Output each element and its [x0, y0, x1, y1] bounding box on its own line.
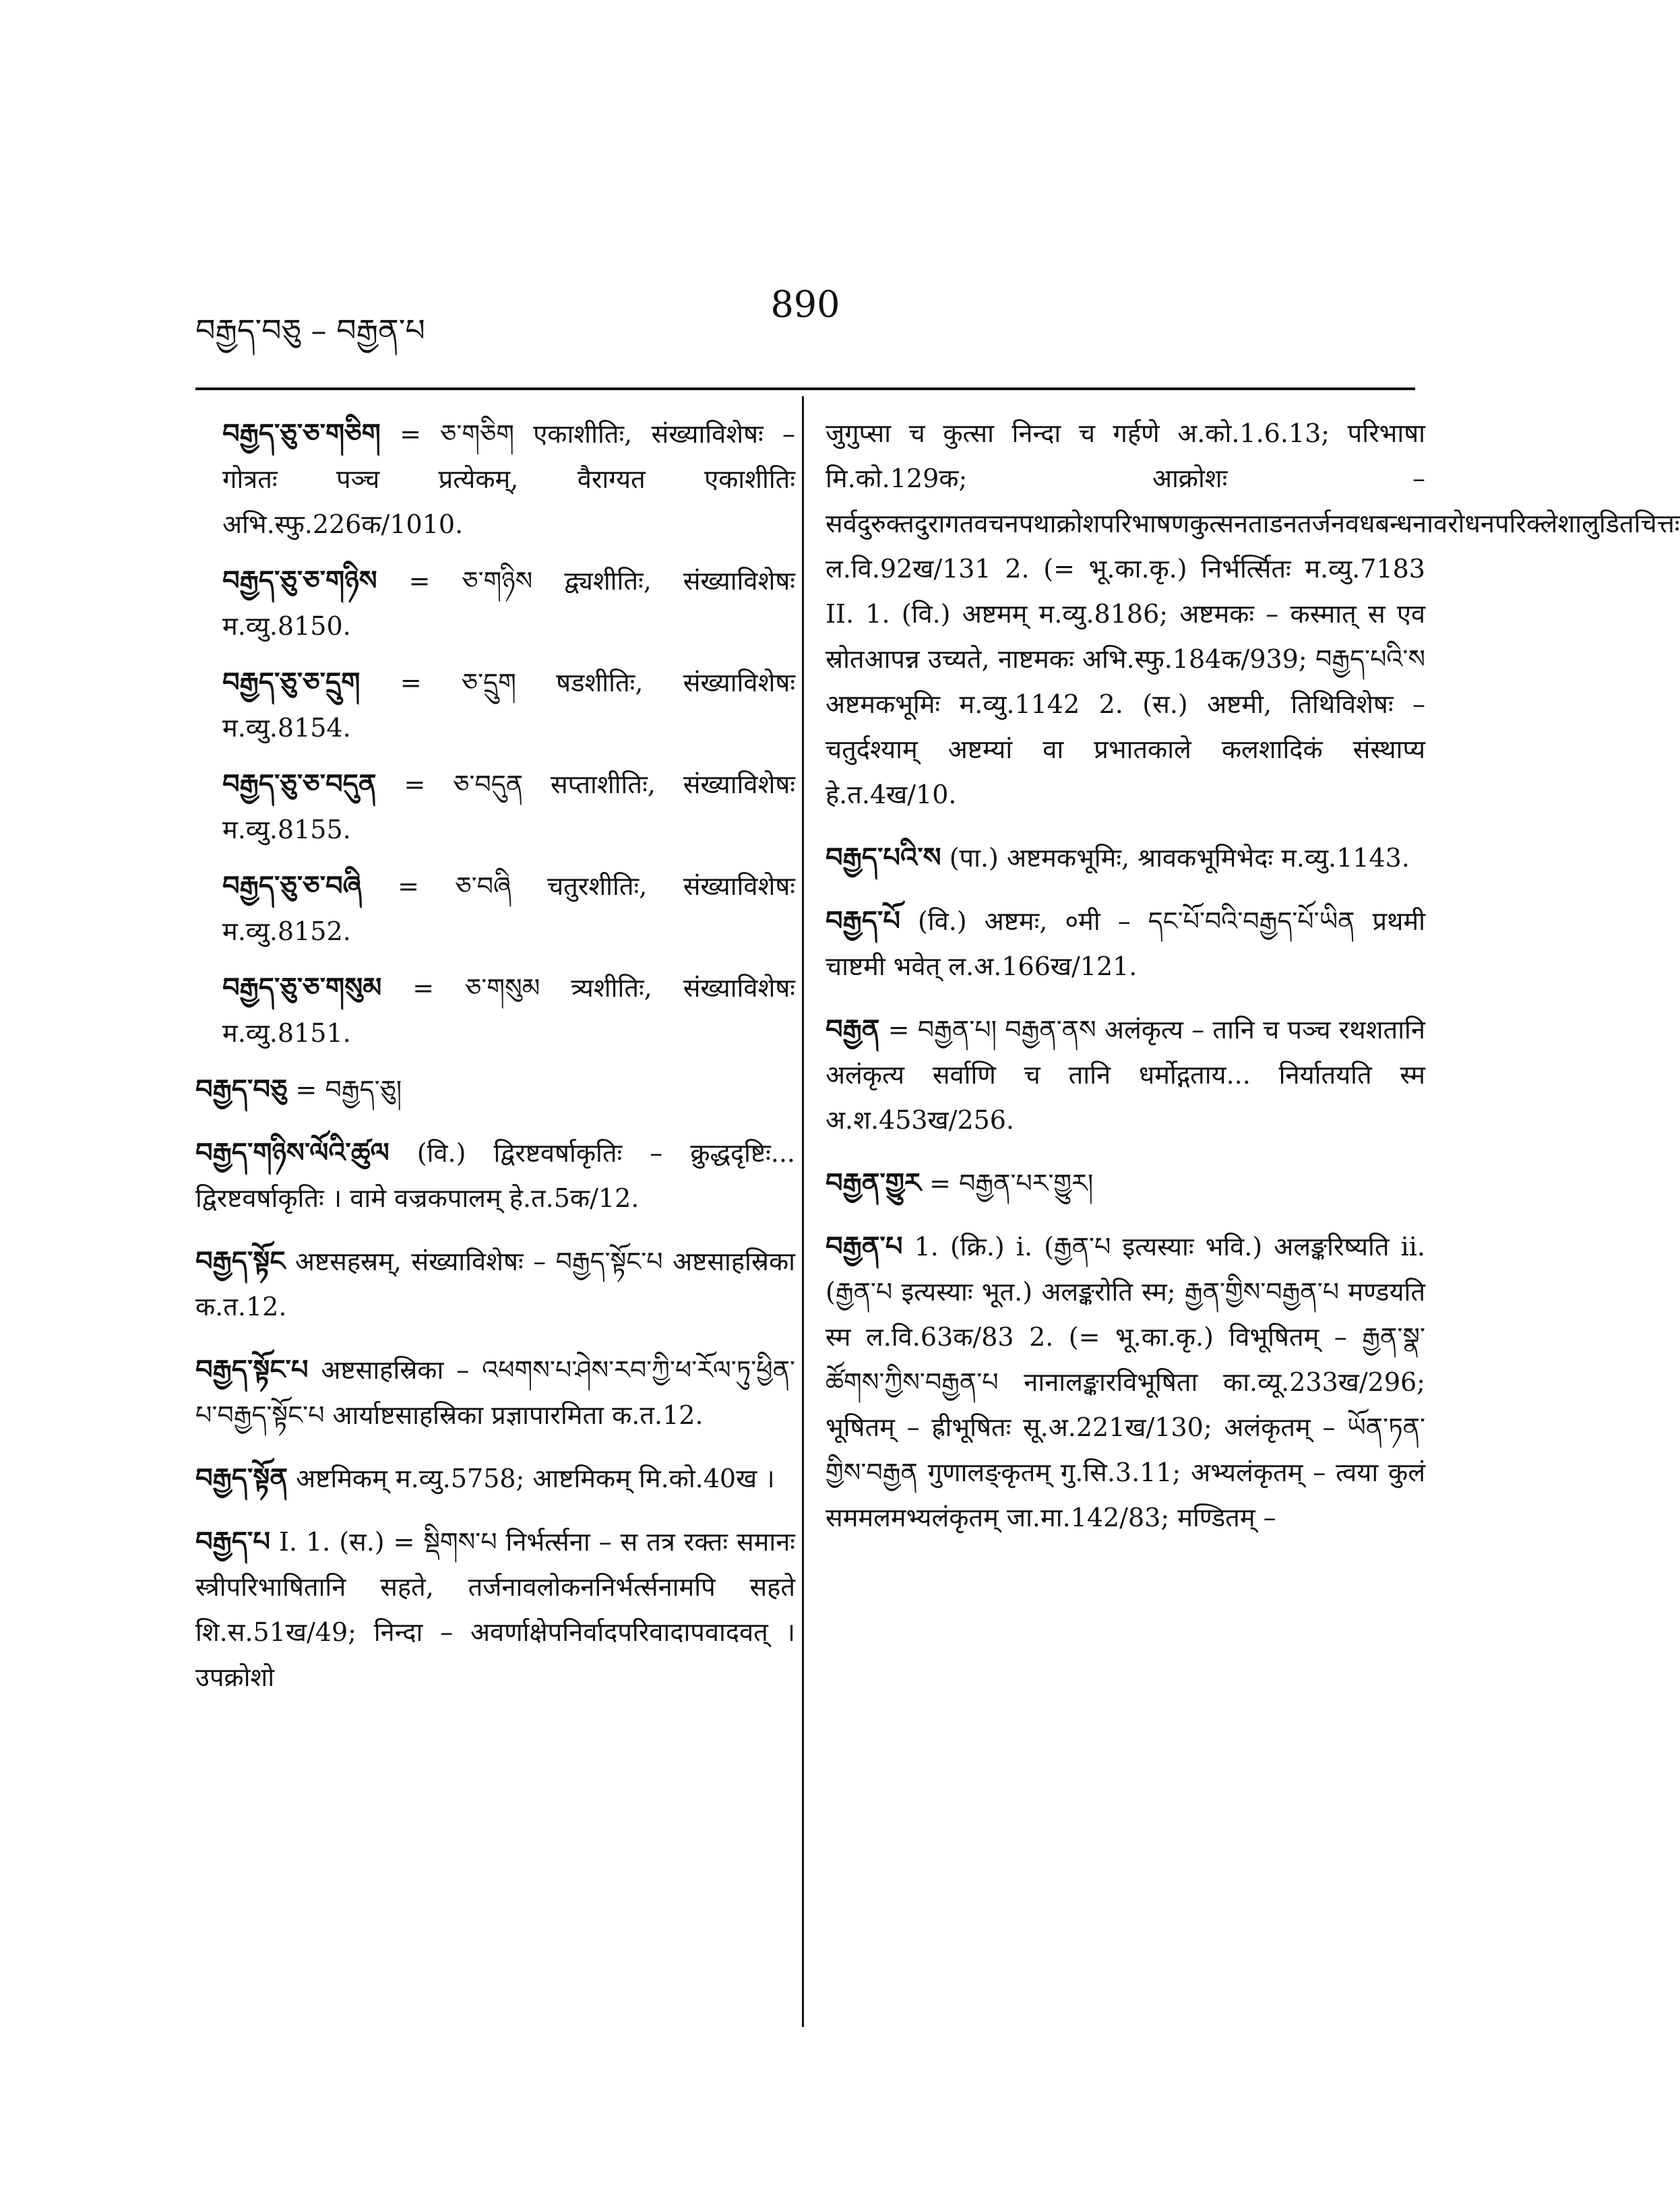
entry-headword: བརྒྱན་གྱུར: [826, 1167, 921, 1199]
entry-text: = བརྒྱན་པར་གྱུར།: [929, 1169, 1094, 1198]
dictionary-entry: [826, 1007, 1425, 1143]
dictionary-entry: [826, 1224, 1425, 1540]
entry-text: अष्टसाहस्रिका – འཕགས་པ་ཤེས་རབ་ཀྱི་ཕ་རོལ་ཏུ་ཕྱིན་པ་བརྒྱད་སྟོང་པ आर्याष्टसाहस्रिका प्रज्ञापारमिता क.त.12.: [195, 1355, 795, 1430]
dictionary-entry: [826, 411, 1680, 817]
entry-headword: བརྒྱད་ཅུ་ཅ་གཉིས: [222, 565, 377, 596]
entry-headword: བརྒྱད་གཉིས་ལོའི་ཚུལ: [195, 1137, 390, 1169]
entry-text: अष्टमिकम् म.व्यु.5758; आष्टमिकम् मि.को.40ख ।: [296, 1464, 775, 1493]
entry-text: = ཅ་དྲུག षडशीतिः, संख्याविशेषः म.व्यु.8154.: [222, 668, 795, 743]
entry-headword: བརྒྱད་ཅུ་ཅ་བཞི: [222, 870, 362, 902]
entry-headword: བརྒྱད་ཅུ་ཅ་བདུན: [222, 768, 377, 800]
dictionary-entry: [222, 965, 795, 1056]
dictionary-entry: [195, 1130, 795, 1221]
entry-text: = ཅ་གཉིས द्व्यशीतिः, संख्याविशेषः म.व्यु.8150.: [222, 566, 795, 641]
entry-text: = ཅ་བཞི चतुरशीतिः, संख्याविशेषः म.व्यु.8152.: [222, 871, 795, 946]
dictionary-entry: [222, 558, 795, 649]
entry-headword: བརྒྱད་ཅུ་ཅ་གཅིག: [222, 418, 381, 449]
dictionary-entry: [222, 761, 795, 852]
entry-text: (वि.) अष्टमः, ०मी – དང་པོ་བའི་བརྒྱད་པོ་ཡིན प्रथमी चाष्टमी भवेत् ल.अ.166ख/121.: [826, 906, 1425, 981]
dictionary-entry: [826, 898, 1425, 989]
page-header: [195, 283, 1415, 348]
entry-headword: བརྒྱན: [826, 1014, 880, 1045]
entry-headword: བརྒྱད་ཅུ་ཅ་དྲུག: [222, 666, 361, 698]
running-head: བརྒྱད་བཅུ – བརྒྱན་པ: [195, 312, 425, 348]
dictionary-entry: [222, 660, 795, 751]
entry-text: अष्टसहस्रम्, संख्याविशेषः – བརྒྱད་སྟོང་པ अष्टसाहस्रिका क.त.12.: [195, 1247, 795, 1321]
page-number: 890: [770, 283, 840, 325]
entry-headword: བརྒྱད་པའི་ས: [826, 842, 941, 873]
entry-text: (वि.) द्विरष्टवर्षाकृतिः – क्रुद्धदृष्टिः... द्विरष्टवर्षाकृतिः । वामे वज्रकपालम् हे.त.5क/12.: [195, 1138, 795, 1213]
entry-headword: བརྒྱན་པ: [826, 1231, 903, 1262]
entry-text: I. 1. (स.) = སྡིགས་པ निर्भर्त्सना – स तत्र रक्तः समानः स्त्रीपरिभाषितानि सहते, तर्जनावलोकननिर्भर्त्सनामपि सहते शि.स.51ख/49; निन्दा – अवर्णाक्षेपनिर्वादपरिवादापवादवत् । उपक्रोशो: [195, 1527, 795, 1692]
entry-text: = ཅ་གསུམ त्र्यशीतिः, संख्याविशेषः म.व्यु.8151.: [222, 973, 795, 1048]
dictionary-entry: [826, 1160, 1425, 1206]
right-column: [826, 411, 1680, 1558]
entry-text: = བརྒྱད་ཅུ།: [295, 1075, 402, 1104]
entry-headword: བརྒྱད་ཅུ་ཅ་གསུམ: [222, 972, 382, 1003]
dictionary-entry: [826, 835, 1425, 881]
dictionary-entry: [222, 863, 795, 954]
header-rule: [195, 387, 1415, 390]
entry-text: = ཅ་བདུན सप्ताशीतिः, संख्याविशेषः म.व्यु.8155.: [222, 770, 795, 844]
entry-headword: བརྒྱད་པོ: [826, 905, 900, 937]
dictionary-entry: [222, 411, 795, 547]
entry-text: जुगुप्सा च कुत्सा निन्दा च गर्हणे अ.को.1.6.13; परिभाषा मि.को.129क; आक्रोशः – सर्वदुरुक्तदुरागतवचनपथाक्रोशपरिभाषणकुत्सनताडनतर्जनवधबन्धनावरोधनपरिक्लेशालुडितचित्तः ल.वि.92ख/131 2. (= भू.का.कृ.) निर्भर्त्सितः म.व्यु.7183 II. 1. (वि.) अष्टमम् म.व्यु.8186; अष्टमकः – कस्मात् स एव स्रोतआपन्न उच्यते, नाष्टमकः अभि.स्फु.184क/939; བརྒྱད་པའི་ས अष्टमकभूमिः म.व्यु.1142 2. (स.) अष्टमी, तिथिविशेषः – चतुर्दश्याम् अष्टम्यां वा प्रभातकाले कलशादिकं संस्थाप्य हे.त.4ख/10.: [826, 418, 1680, 809]
entry-text: = བརྒྱན་པ། བརྒྱན་ནས अलंकृत्य – तानि च पञ्च रथशतानि अलंकृत्य सर्वाणि च तानि धर्मोद्गताय... निर्यातयति स्म अ.श.453ख/256.: [826, 1015, 1425, 1135]
entry-text: = ཅ་གཅིག एकाशीतिः, संख्याविशेषः – गोत्रतः पञ्च प्रत्येकम्, वैराग्यत एकाशीतिः अभि.स्फु.226क/1010.: [222, 419, 795, 539]
entry-headword: བརྒྱད་སྟོན: [195, 1462, 288, 1494]
dictionary-entry: [195, 1067, 795, 1113]
entry-headword: བརྒྱད་བཅུ: [195, 1073, 288, 1105]
entry-headword: བརྒྱད་སྟོང་པ: [195, 1354, 309, 1385]
entry-headword: བརྒྱད་པ: [195, 1526, 270, 1557]
entry-text: (पा.) अष्टमकभूमिः, श्रावकभूमिभेदः म.व्यु.1143.: [949, 843, 1410, 873]
entry-text: 1. (क्रि.) i. (རྒྱན་པ इत्यस्याः भवि.) अलङ्करिष्यति ii. (རྒྱན་པ इत्यस्याः भूत.) अलङ्करोति स्म; རྒྱན་གྱིས་བརྒྱན་པ मण्डयति स्म ल.वि.63क/83 2. (= भू.का.कृ.) विभूषितम् – རྒྱན་སྣ་ཚོགས་ཀྱིས་བརྒྱན་པ नानालङ्कारविभूषिता का.व्यू.233ख/296; भूषितम् – ह्रीभूषितः सू.अ.221ख/130; अलंकृतम् – ཡོན་ཏན་གྱིས་བརྒྱན गुणालङ्कृतम् गु.सि.3.11; अभ्यलंकृतम् – त्वया कुलं सममलमभ्यलंकृतम् जा.मा.142/83; मण्डितम् –: [826, 1232, 1425, 1532]
entry-headword: བརྒྱད་སྟོང: [195, 1245, 286, 1277]
dictionary-entry: [195, 1519, 795, 1700]
dictionary-entry: [195, 1239, 795, 1330]
left-column: [195, 411, 795, 1718]
dictionary-entry: [195, 1347, 795, 1438]
column-divider: [802, 396, 804, 2027]
dictionary-entry: [195, 1456, 795, 1501]
